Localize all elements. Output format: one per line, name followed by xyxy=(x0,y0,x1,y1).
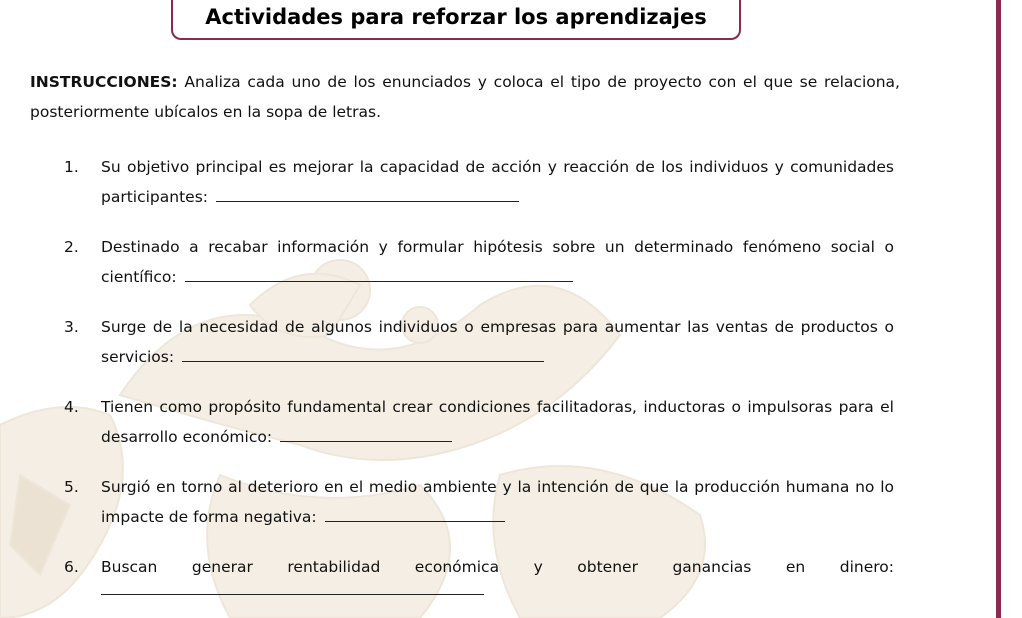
right-border-bar xyxy=(996,0,1001,618)
instructions-label: INSTRUCCIONES: xyxy=(30,73,178,91)
question-number: 2. xyxy=(64,238,79,256)
question-number: 5. xyxy=(64,478,79,496)
answer-blank[interactable] xyxy=(325,507,505,522)
page-title: Actividades para reforzar los aprendizajes xyxy=(171,0,741,40)
answer-blank[interactable] xyxy=(185,267,573,282)
question-item xyxy=(64,552,894,595)
instructions-paragraph xyxy=(30,67,900,127)
question-text: Tienen como propósito fundamental crear condiciones facilitadoras, inductoras o impulsoras para el desarrollo económico: xyxy=(101,398,894,446)
question-number: 1. xyxy=(64,158,79,176)
question-text: Buscan generar rentabilidad económica y obtener ganancias en dinero: xyxy=(101,558,894,576)
answer-blank[interactable] xyxy=(216,187,519,202)
question-text: Su objetivo principal es mejorar la capacidad de acción y reacción de los individuos y comunidades participantes: xyxy=(101,158,894,206)
question-number: 3. xyxy=(64,318,79,336)
answer-blank[interactable] xyxy=(280,427,452,442)
question-text: Surgió en torno al deterioro en el medio ambiente y la intención de que la producción humana no lo impacte de forma negativa: xyxy=(101,478,894,526)
question-item xyxy=(64,312,894,372)
question-text: Destinado a recabar información y formular hipótesis sobre un determinado fenómeno social o científico: xyxy=(101,238,894,286)
question-number: 4. xyxy=(64,398,79,416)
answer-blank[interactable] xyxy=(182,347,544,362)
question-number: 6. xyxy=(64,558,79,576)
question-list xyxy=(64,152,894,615)
question-item xyxy=(64,152,894,212)
question-item xyxy=(64,392,894,452)
question-item xyxy=(64,232,894,292)
answer-blank[interactable] xyxy=(101,582,484,595)
question-text: Surge de la necesidad de algunos individuos o empresas para aumentar las ventas de productos o servicios: xyxy=(101,318,894,366)
instructions-text: Analiza cada uno de los enunciados y coloca el tipo de proyecto con el que se relaciona, posteriormente ubícalos en la sopa de letras. xyxy=(30,73,900,121)
question-item xyxy=(64,472,894,532)
